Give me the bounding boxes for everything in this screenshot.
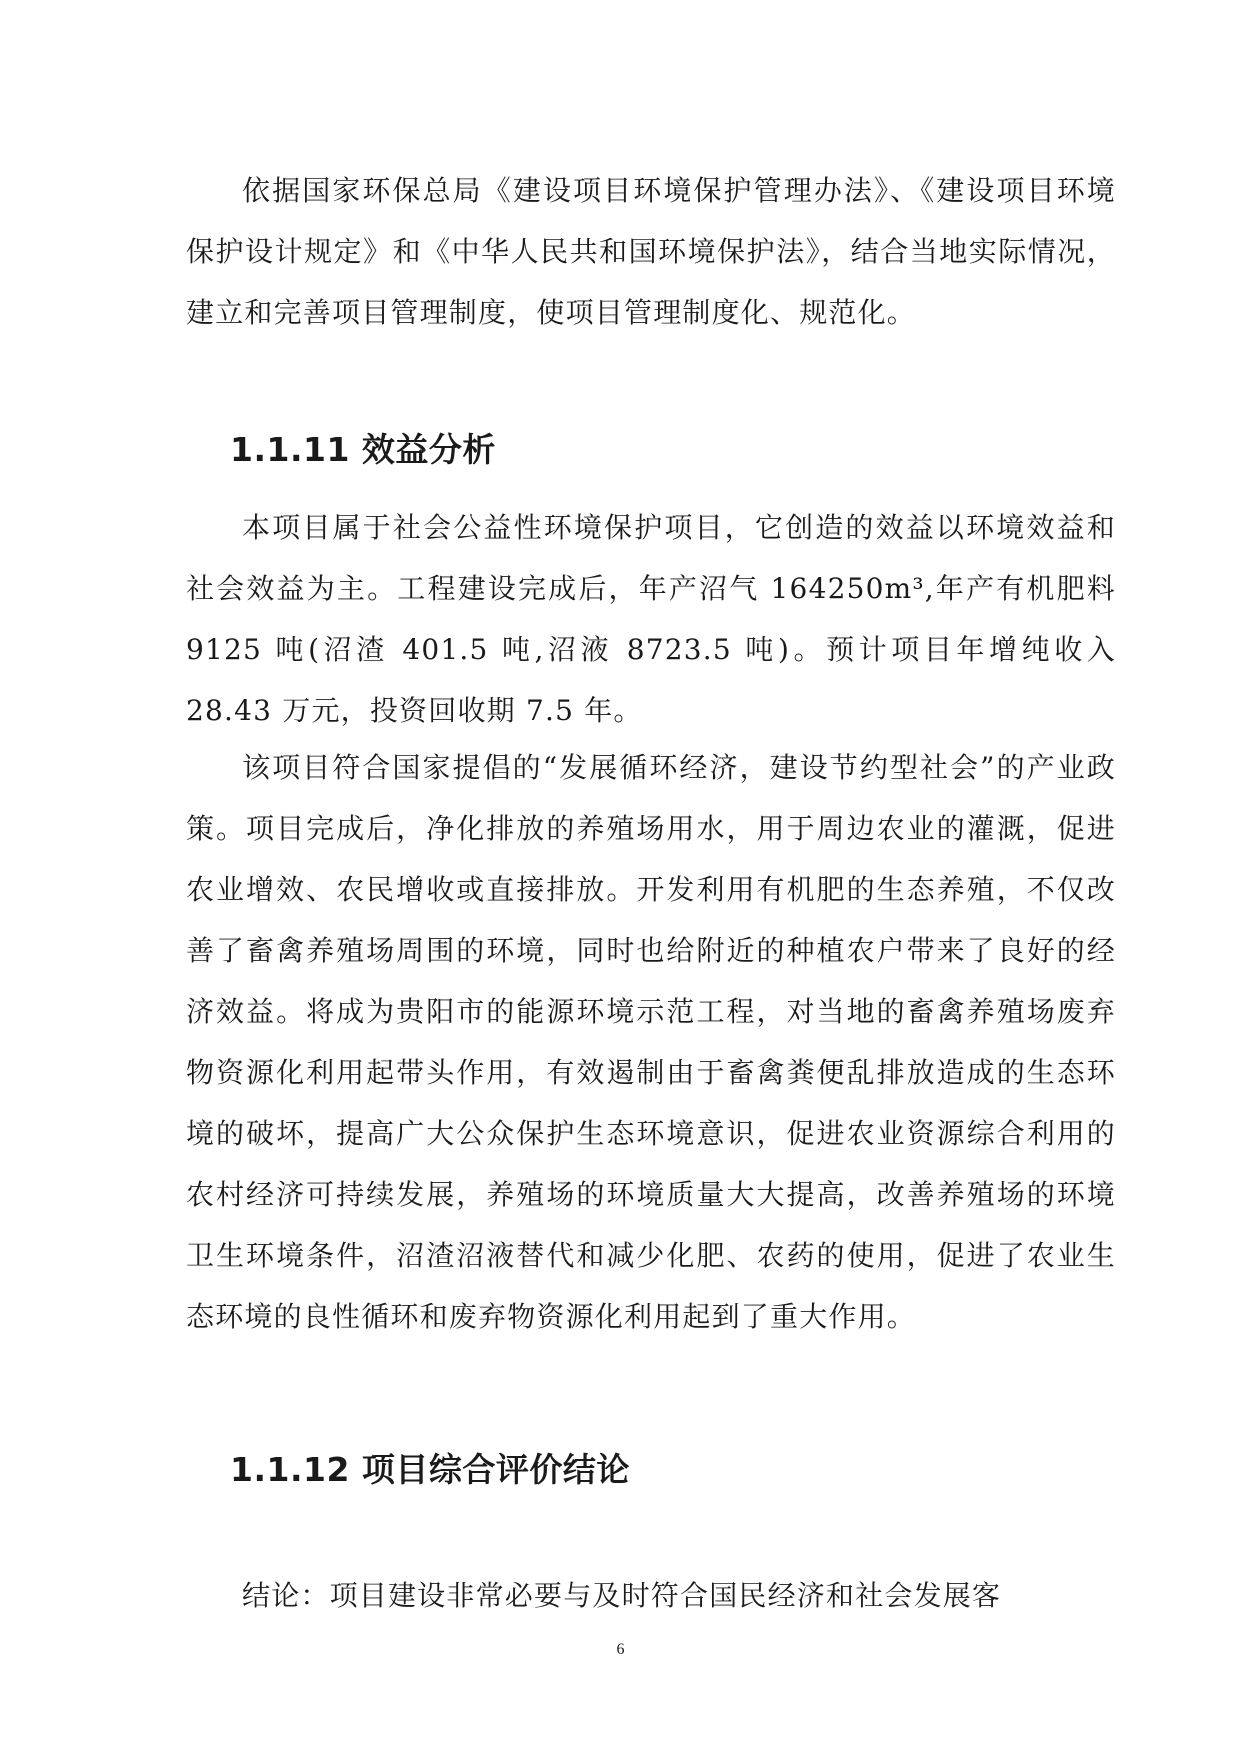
paragraph-policy-benefits: 该项目符合国家提倡的“发展循环经济，建设节约型社会”的产业政策。项目完成后，净化排放的养殖场用水，用于周边农业的灌溉，促进农业增效、农民增收或直接排放。开发利用有机肥的生态养殖，不仅改善了畜禽养殖场周围的环境，同时也给附近的种植农户带来了良好的经济效益。将成为贵阳市的能源环境示范工程，对当地的畜禽养殖场废弃物资源化利用起带头作用，有效遏制由于畜禽粪便乱排放造成的生态环境的破坏，提高广大公众保护生态环境意识，促进农业资源综合利用的农村经济可持续发展，养殖场的环境质量大大提高，改善养殖场的环境卫生环境条件，沼渣沼液替代和减少化肥、农药的使用，促进了农业生态环境的良性循环和废弃物资源化利用起到了重大作用。 xyxy=(186,751,1116,1333)
section-heading-evaluation-conclusion: 1.1.12 项目综合评价结论 xyxy=(230,1450,630,1489)
section-heading-benefit-analysis: 1.1.11 效益分析 xyxy=(230,430,496,469)
page-number: 6 xyxy=(616,1641,625,1658)
paragraph-benefit-summary: 本项目属于社会公益性环境保护项目，它创造的效益以环境效益和社会效益为主。工程建设完成后，年产沼气 164250m³,年产有机肥料 9125 吨(沼渣 401.5 吨,沼液 8723.5 吨)。预计项目年增纯收入 28.43 万元，投资回收期 7.5 年。 xyxy=(186,511,1116,727)
paragraph-management-system: 依据国家环保总局《建设项目环境保护管理办法》、《建设项目环境保护设计规定》和《中华人民共和国环境保护法》，结合当地实际情况，建立和完善项目管理制度，使项目管理制度化、规范化。 xyxy=(186,174,1116,329)
paragraph-conclusion: 结论：项目建设非常必要与及时符合国民经济和社会发展客 xyxy=(242,1579,1002,1612)
